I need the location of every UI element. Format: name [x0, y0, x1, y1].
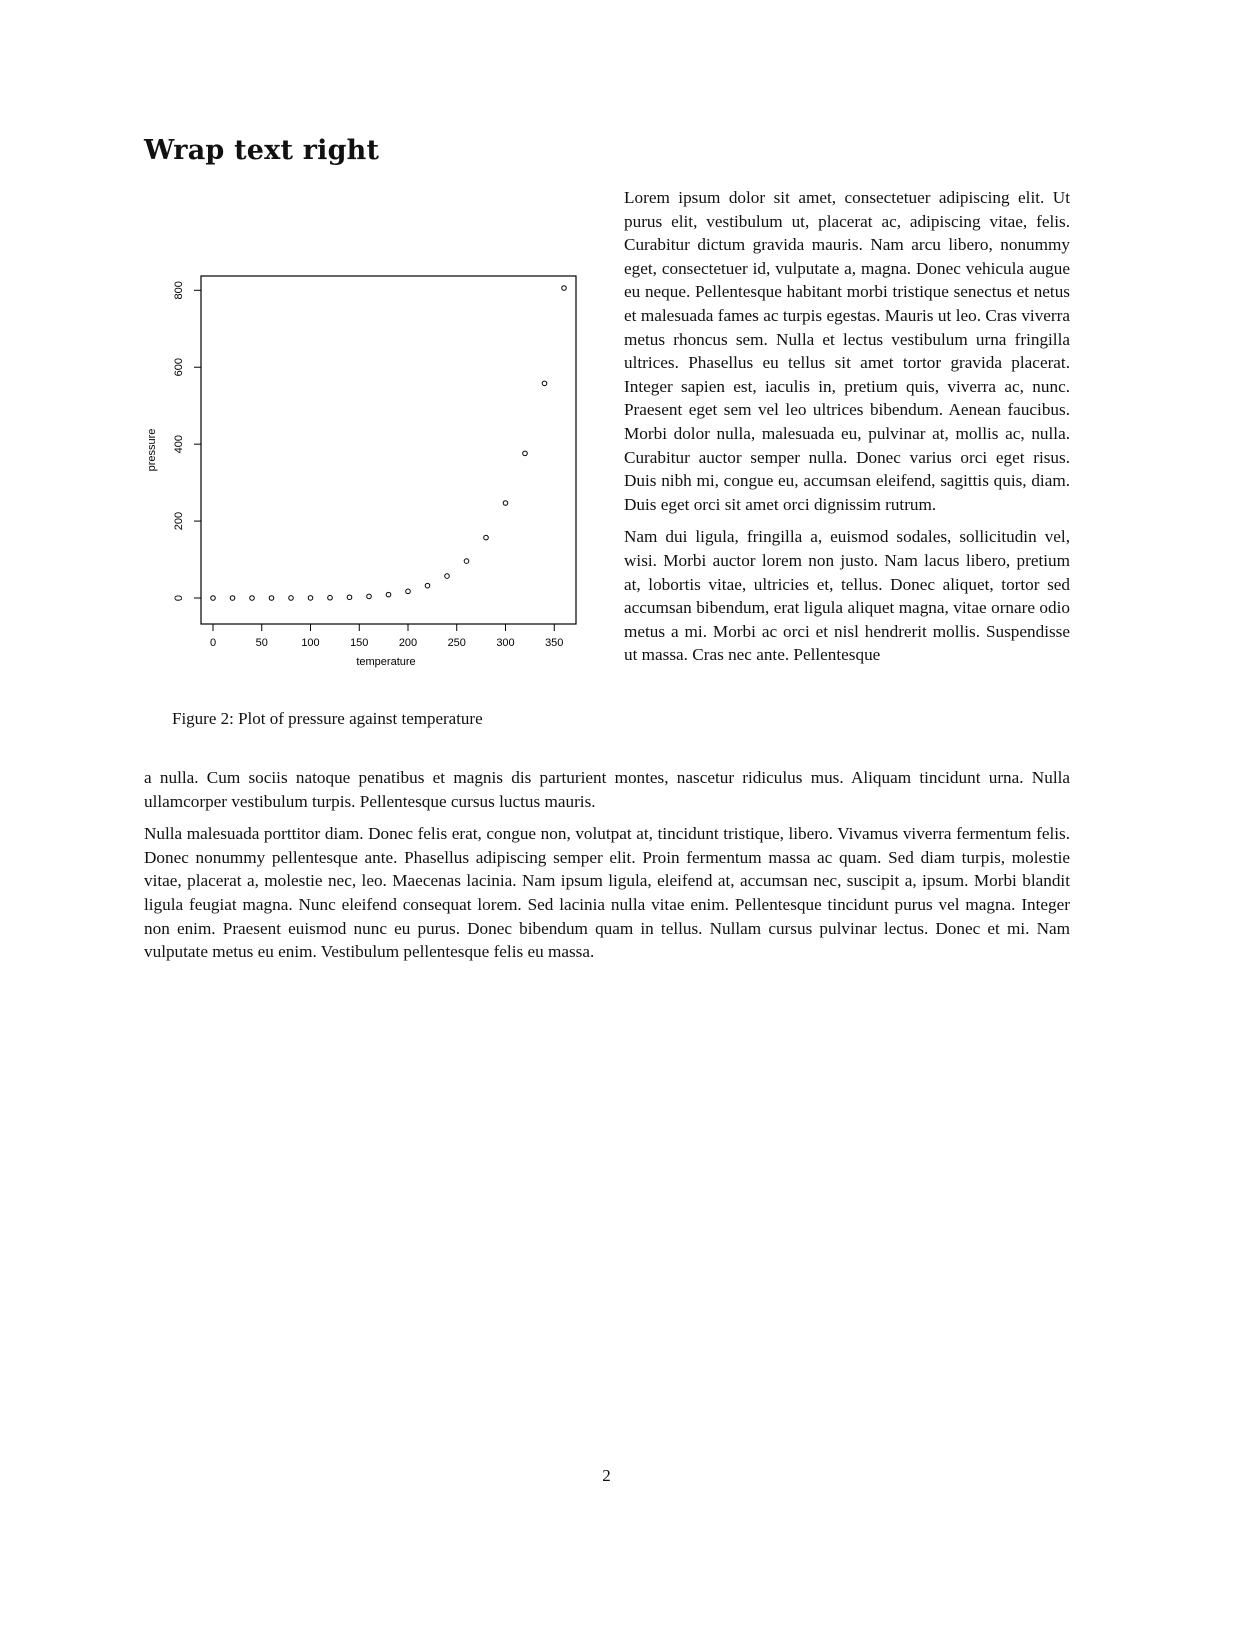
section-title: Wrap text right [144, 135, 380, 166]
plot-frame [201, 276, 576, 624]
data-point [425, 583, 430, 588]
data-point [503, 501, 508, 506]
scatter-plot [144, 262, 584, 682]
y-tick-label: 400 [173, 434, 185, 454]
data-point [347, 595, 352, 600]
x-tick-label: 300 [496, 637, 515, 649]
full-width-text [144, 766, 1070, 973]
paragraph: Nam dui ligula, fringilla a, euismod sodales, sollicitudin vel, wisi. Morbi auctor lorem non justo. Nam lacus libero, pretium at, lobortis vitae, ultricies et, tellus. Donec aliquet, tortor sed accumsan bibendum, erat ligula aliquet magna, vitae ornare odio metus a mi. Morbi ac orci et nisl hendrerit mollis. Suspendisse ut massa. Cras nec ante. Pellentesque [624, 527, 1070, 665]
x-tick-label: 200 [398, 637, 418, 649]
y-tick-label: 200 [173, 511, 185, 531]
data-point [484, 535, 489, 540]
x-tick-label: 100 [301, 637, 320, 649]
x-tick-label: 350 [545, 637, 564, 649]
x-tick-label: 50 [255, 637, 268, 649]
data-point [269, 596, 274, 601]
data-point [464, 559, 469, 564]
data-point [386, 592, 391, 597]
data-point [250, 596, 255, 601]
data-point [367, 594, 372, 599]
figure-caption: Figure 2: Plot of pressure against temperature [172, 709, 483, 728]
x-axis [210, 624, 563, 649]
page-number: 2 [602, 1466, 611, 1485]
data-point [523, 451, 528, 456]
y-axis-label: pressure [146, 428, 158, 472]
data-point [230, 596, 235, 601]
paragraph-continuation: a nulla. Cum sociis natoque penatibus et magnis dis parturient montes, nascetur ridiculus mus. Aliquam tincidunt urna. Nulla ullamcorper vestibulum turpis. Pellentesque cursus luctus mauris. [144, 768, 1070, 811]
data-point [289, 596, 294, 601]
paragraph: Nulla malesuada porttitor diam. Donec felis erat, congue non, volutpat at, tincidunt tristique, libero. Vivamus viverra fermentum felis. Donec nonummy pellentesque ante. Phasellus adipiscing semper elit. Proin fermentum massa ac quam. Sed diam turpis, molestie vitae, placerat a, molestie nec, leo. Maecenas lacinia. Nam ipsum ligula, eleifend at, accumsan nec, suscipit a, ipsum. Morbi blandit ligula feugiat magna. Nunc eleifend consequat lorem. Sed lacinia nulla vitae enim. Pellentesque tincidunt purus vel magna. Integer non enim. Praesent euismod nunc eu purus. Donec bibendum quam in tellus. Nullam cursus pulvinar lectus. Donec et mi. Nam vulputate metus eu enim. Vestibulum pellentesque felis eu massa. [144, 824, 1070, 962]
x-axis-label: temperature [356, 656, 416, 668]
data-point [542, 381, 547, 386]
paragraph: Lorem ipsum dolor sit amet, consectetuer adipiscing elit. Ut purus elit, vestibulum ut, placerat ac, adipiscing vitae, felis. Curabitur dictum gravida mauris. Nam arcu libero, nonummy eget, consectetuer id, vulputate a, magna. Donec vehicula augue eu neque. Pellentesque habitant morbi tristique senectus et netus et malesuada fames ac turpis egestas. Mauris ut leo. Cras viverra metus rhoncus sem. Nulla et lectus vestibulum urna fringilla ultrices. Phasellus eu tellus sit amet tortor gravida placerat. Integer sapien est, iaculis in, pretium quis, viverra ac, nunc. Praesent eget sem vel leo ultrices bibendum. Aenean faucibus. Morbi dolor nulla, malesuada eu, pulvinar at, mollis ac, nulla. Curabitur auctor semper nulla. Donec varius orci eget risus. Duis nibh mi, congue eu, accumsan eleifend, sagittis quis, diam. Duis eget orci sit amet orci dignissim rutrum. [624, 188, 1070, 514]
x-tick-label: 150 [350, 637, 369, 649]
data-point [445, 574, 450, 579]
x-tick-label: 0 [209, 637, 217, 649]
data-points [211, 286, 567, 601]
data-point [328, 595, 333, 600]
y-tick-label: 800 [173, 281, 185, 300]
y-tick-label: 600 [173, 358, 185, 377]
y-tick-label: 0 [173, 594, 185, 602]
data-point [562, 286, 567, 291]
data-point [406, 589, 411, 594]
x-tick-label: 250 [447, 637, 466, 649]
wrapped-text-column [624, 186, 1070, 676]
data-point [211, 596, 216, 601]
data-point [308, 596, 313, 601]
y-axis [173, 281, 201, 601]
